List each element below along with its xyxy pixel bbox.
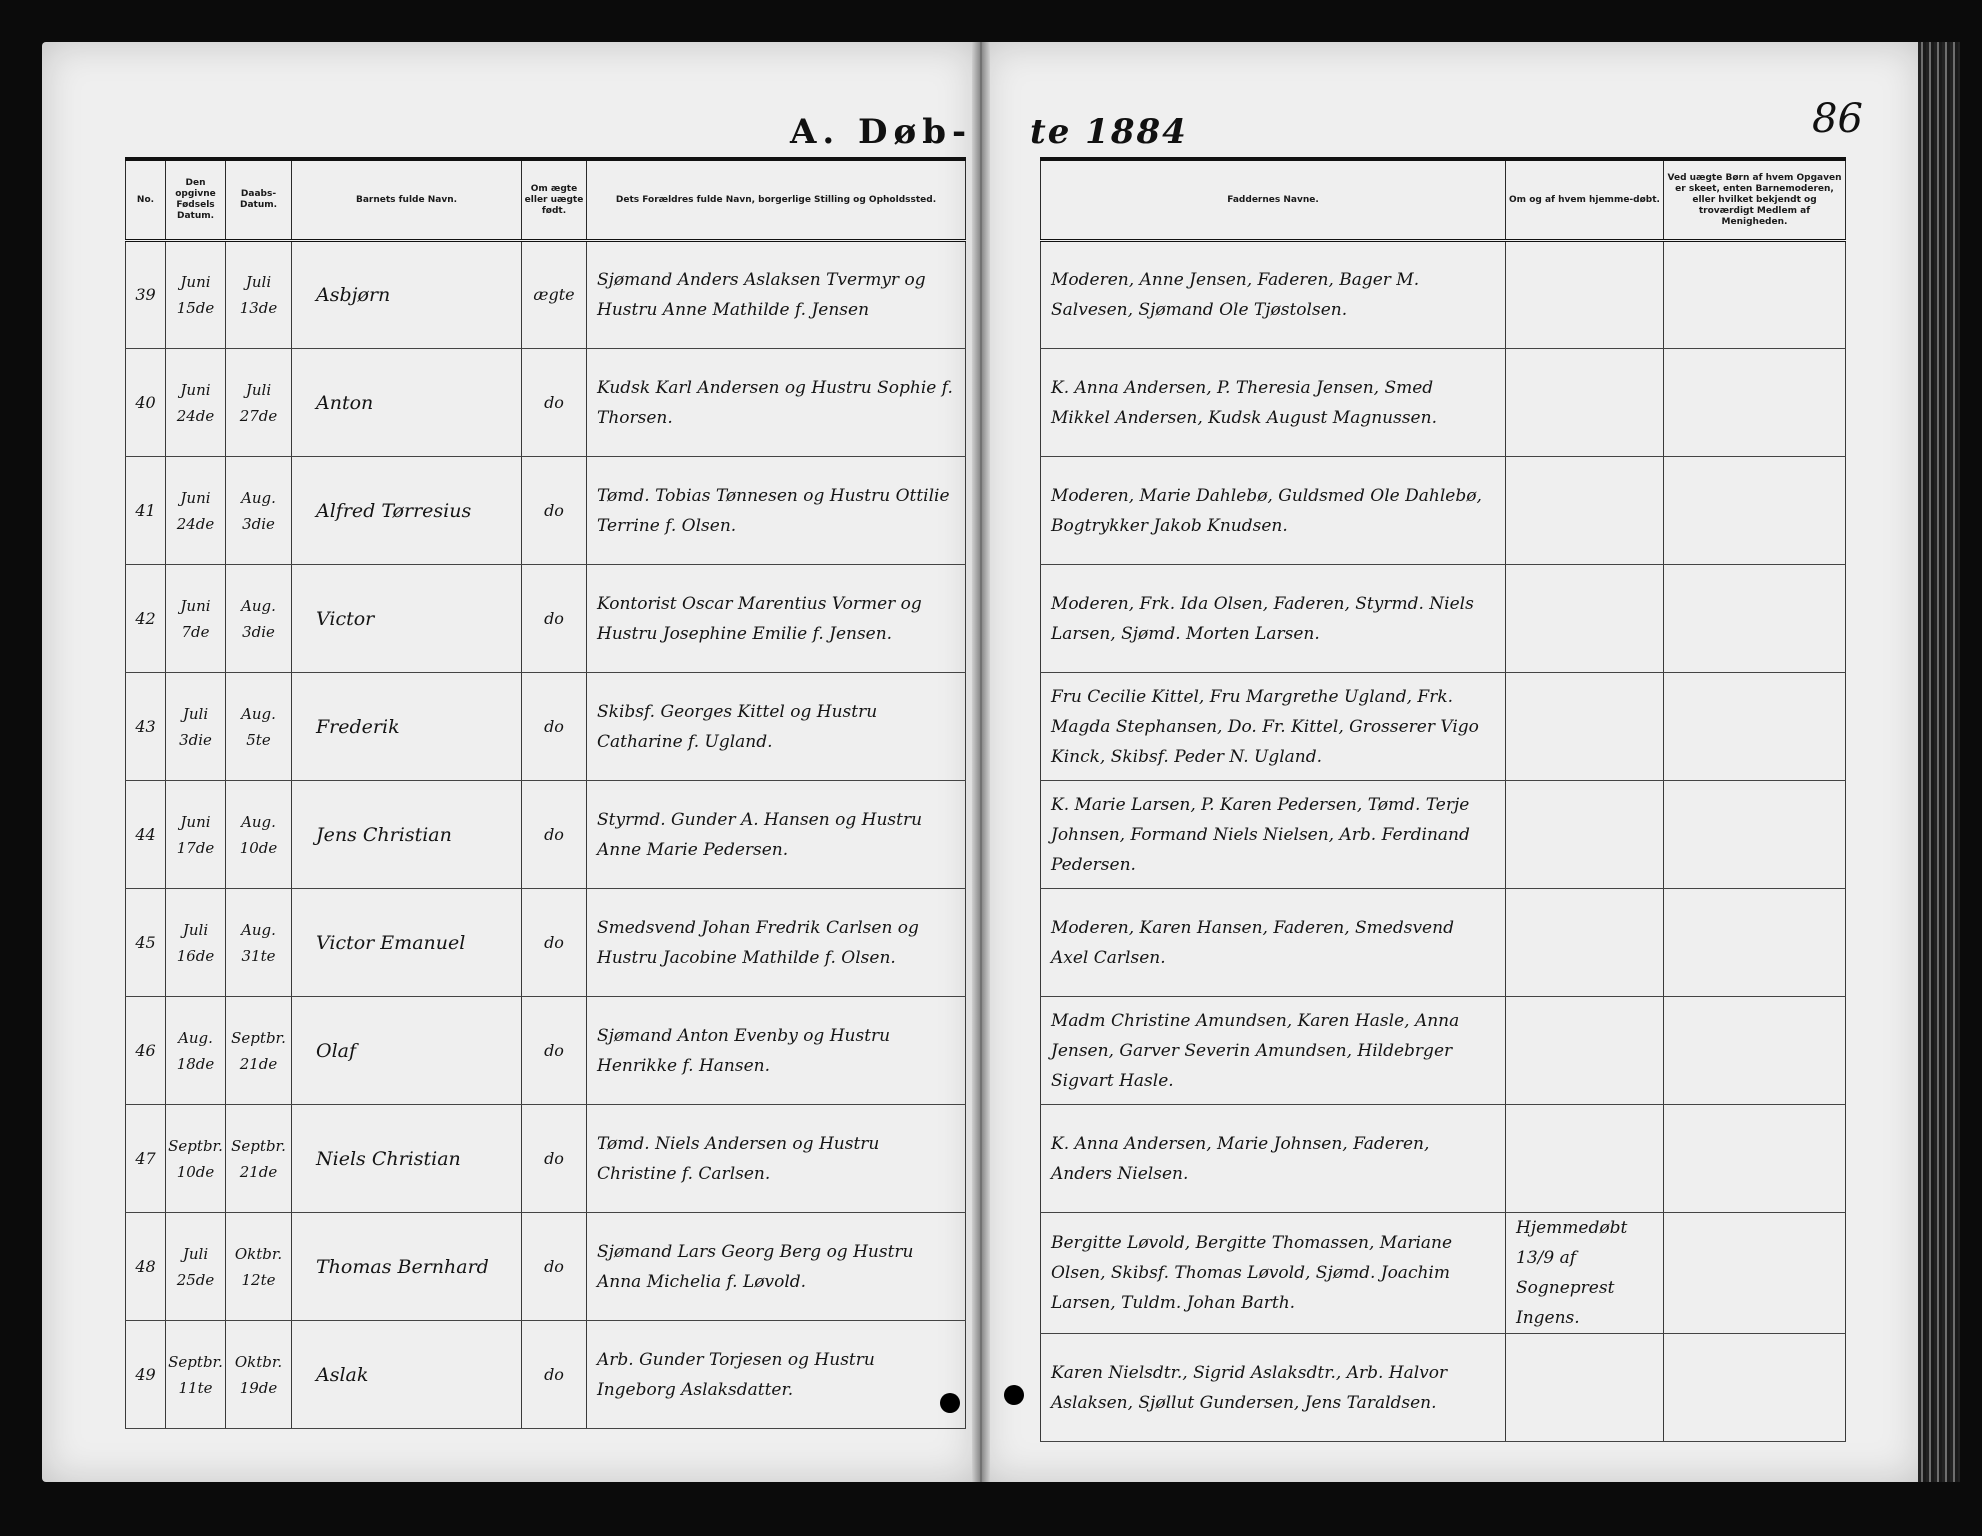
informant <box>1664 781 1846 889</box>
legitimacy: do <box>522 781 587 889</box>
sponsors: Moderen, Anne Jensen, Faderen, Bager M. Salvesen, Sjømand Ole Tjøstolsen. <box>1041 241 1506 349</box>
col-header-sponsors: Faddernes Navne. <box>1041 159 1506 241</box>
informant <box>1664 889 1846 997</box>
right-register-table <box>1040 157 1846 1442</box>
home-baptism <box>1506 349 1664 457</box>
left-table-row <box>126 1321 966 1429</box>
baptism-date: Aug. 3die <box>226 457 292 565</box>
baptism-date: Juli 27de <box>226 349 292 457</box>
home-baptism <box>1506 565 1664 673</box>
right-table-row <box>1041 241 1846 349</box>
right-table-row <box>1041 565 1846 673</box>
baptism-date: Oktbr. 12te <box>226 1213 292 1321</box>
home-baptism <box>1506 997 1664 1105</box>
right-page-title: te 1884 <box>1030 112 1188 152</box>
col-header-baptism-date: Daabs-Datum. <box>226 159 292 241</box>
baptism-date: Aug. 5te <box>226 673 292 781</box>
sponsors: Moderen, Karen Hansen, Faderen, Smedsvend Axel Carlsen. <box>1041 889 1506 997</box>
informant <box>1664 673 1846 781</box>
sponsors: Bergitte Løvold, Bergitte Thomassen, Mariane Olsen, Skibsf. Thomas Løvold, Sjømd. Joachim Larsen, Tuldm. Johan Barth. <box>1041 1213 1506 1334</box>
col-header-birth-date: Den opgivne Fødsels Datum. <box>166 159 226 241</box>
birth-date: Juni 15de <box>166 241 226 349</box>
binding-hole <box>1004 1385 1024 1405</box>
sponsors: Moderen, Frk. Ida Olsen, Faderen, Styrmd. Niels Larsen, Sjømd. Morten Larsen. <box>1041 565 1506 673</box>
legitimacy: do <box>522 997 587 1105</box>
right-table-row <box>1041 1105 1846 1213</box>
col-header-child-name: Barnets fulde Navn. <box>292 159 522 241</box>
book-gutter <box>972 42 990 1482</box>
baptism-date: Septbr. 21de <box>226 997 292 1105</box>
informant <box>1664 565 1846 673</box>
informant <box>1664 1105 1846 1213</box>
right-header-row <box>1041 159 1846 241</box>
parents: Skibsf. Georges Kittel og Hustru Catharine f. Ugland. <box>587 673 966 781</box>
baptism-date: Septbr. 21de <box>226 1105 292 1213</box>
informant <box>1664 1213 1846 1334</box>
child-name: Olaf <box>292 997 522 1105</box>
col-header-no: No. <box>126 159 166 241</box>
entry-number: 40 <box>126 349 166 457</box>
child-name: Alfred Tørresius <box>292 457 522 565</box>
col-header-legitimacy: Om ægte eller uægte født. <box>522 159 587 241</box>
parents: Smedsvend Johan Fredrik Carlsen og Hustru Jacobine Mathilde f. Olsen. <box>587 889 966 997</box>
left-table-row <box>126 1213 966 1321</box>
sponsors: Madm Christine Amundsen, Karen Hasle, Anna Jensen, Garver Severin Amundsen, Hildebrger Sigvart Hasle. <box>1041 997 1506 1105</box>
informant <box>1664 241 1846 349</box>
entry-number: 48 <box>126 1213 166 1321</box>
left-table-row <box>126 673 966 781</box>
left-table-row <box>126 997 966 1105</box>
home-baptism <box>1506 1334 1664 1442</box>
entry-number: 41 <box>126 457 166 565</box>
legitimacy: do <box>522 457 587 565</box>
baptism-date: Juli 13de <box>226 241 292 349</box>
left-header-row <box>126 159 966 241</box>
left-table-row <box>126 889 966 997</box>
informant <box>1664 997 1846 1105</box>
sponsors: K. Anna Andersen, Marie Johnsen, Faderen, Anders Nielsen. <box>1041 1105 1506 1213</box>
entry-number: 45 <box>126 889 166 997</box>
child-name: Victor <box>292 565 522 673</box>
legitimacy: do <box>522 1321 587 1429</box>
page-edges <box>1918 42 1960 1482</box>
right-table-row <box>1041 457 1846 565</box>
parents: Tømd. Tobias Tønnesen og Hustru Ottilie Terrine f. Olsen. <box>587 457 966 565</box>
child-name: Niels Christian <box>292 1105 522 1213</box>
birth-date: Juni 17de <box>166 781 226 889</box>
left-register-table <box>125 157 966 1429</box>
legitimacy: do <box>522 1105 587 1213</box>
child-name: Victor Emanuel <box>292 889 522 997</box>
right-table-row <box>1041 673 1846 781</box>
parents: Sjømand Anders Aslaksen Tvermyr og Hustru Anne Mathilde f. Jensen <box>587 241 966 349</box>
birth-date: Septbr. 10de <box>166 1105 226 1213</box>
sponsors: K. Marie Larsen, P. Karen Pedersen, Tømd. Terje Johnsen, Formand Niels Nielsen, Arb. Ferdinand Pedersen. <box>1041 781 1506 889</box>
birth-date: Septbr. 11te <box>166 1321 226 1429</box>
child-name: Anton <box>292 349 522 457</box>
legitimacy: do <box>522 1213 587 1321</box>
home-baptism: Hjemmedøbt 13/9 af Sogneprest Ingens. <box>1506 1213 1664 1334</box>
sponsors: K. Anna Andersen, P. Theresia Jensen, Smed Mikkel Andersen, Kudsk August Magnussen. <box>1041 349 1506 457</box>
left-table-row <box>126 457 966 565</box>
left-table-row <box>126 349 966 457</box>
baptism-date: Aug. 31te <box>226 889 292 997</box>
birth-date: Aug. 18de <box>166 997 226 1105</box>
home-baptism <box>1506 781 1664 889</box>
legitimacy: ægte <box>522 241 587 349</box>
baptism-date: Oktbr. 19de <box>226 1321 292 1429</box>
birth-date: Juli 16de <box>166 889 226 997</box>
legitimacy: do <box>522 673 587 781</box>
left-table-row <box>126 241 966 349</box>
col-header-parents: Dets Forældres fulde Navn, borgerlige Stilling og Opholdssted. <box>587 159 966 241</box>
right-table-row <box>1041 1213 1846 1334</box>
parents: Kontorist Oscar Marentius Vormer og Hustru Josephine Emilie f. Jensen. <box>587 565 966 673</box>
birth-date: Juni 24de <box>166 457 226 565</box>
home-baptism <box>1506 673 1664 781</box>
entry-number: 49 <box>126 1321 166 1429</box>
legitimacy: do <box>522 349 587 457</box>
entry-number: 44 <box>126 781 166 889</box>
birth-date: Juli 25de <box>166 1213 226 1321</box>
child-name: Jens Christian <box>292 781 522 889</box>
sponsors: Karen Nielsdtr., Sigrid Aslaksdtr., Arb. Halvor Aslaksen, Sjøllut Gundersen, Jens Taraldsen. <box>1041 1334 1506 1442</box>
parents: Sjømand Anton Evenby og Hustru Henrikke f. Hansen. <box>587 997 966 1105</box>
sponsors: Moderen, Marie Dahlebø, Guldsmed Ole Dahlebø, Bogtrykker Jakob Knudsen. <box>1041 457 1506 565</box>
home-baptism <box>1506 241 1664 349</box>
left-table-row <box>126 1105 966 1213</box>
baptism-date: Aug. 10de <box>226 781 292 889</box>
parents: Kudsk Karl Andersen og Hustru Sophie f. Thorsen. <box>587 349 966 457</box>
child-name: Thomas Bernhard <box>292 1213 522 1321</box>
right-table-row <box>1041 1334 1846 1442</box>
informant <box>1664 349 1846 457</box>
informant <box>1664 457 1846 565</box>
child-name: Frederik <box>292 673 522 781</box>
entry-number: 39 <box>126 241 166 349</box>
entry-number: 42 <box>126 565 166 673</box>
baptism-date: Aug. 3die <box>226 565 292 673</box>
entry-number: 46 <box>126 997 166 1105</box>
right-table-row <box>1041 889 1846 997</box>
home-baptism <box>1506 457 1664 565</box>
parents: Sjømand Lars Georg Berg og Hustru Anna Michelia f. Løvold. <box>587 1213 966 1321</box>
parents: Styrmd. Gunder A. Hansen og Hustru Anne Marie Pedersen. <box>587 781 966 889</box>
entry-number: 43 <box>126 673 166 781</box>
folio-number: 86 <box>1812 96 1863 142</box>
legitimacy: do <box>522 889 587 997</box>
parents: Tømd. Niels Andersen og Hustru Christine f. Carlsen. <box>587 1105 966 1213</box>
home-baptism <box>1506 889 1664 997</box>
right-table-row <box>1041 781 1846 889</box>
birth-date: Juli 3die <box>166 673 226 781</box>
child-name: Asbjørn <box>292 241 522 349</box>
birth-date: Juni 7de <box>166 565 226 673</box>
home-baptism <box>1506 1105 1664 1213</box>
birth-date: Juni 24de <box>166 349 226 457</box>
right-table-row <box>1041 997 1846 1105</box>
right-table-row <box>1041 349 1846 457</box>
col-header-informant: Ved uægte Børn af hvem Opgaven er skeet, enten Barnemoderen, eller hvilket bekjendt og troværdigt Medlem af Menigheden. <box>1664 159 1846 241</box>
entry-number: 47 <box>126 1105 166 1213</box>
child-name: Aslak <box>292 1321 522 1429</box>
col-header-home-baptism: Om og af hvem hjemme-døbt. <box>1506 159 1664 241</box>
left-page-title: A. Døb- <box>790 112 973 152</box>
informant <box>1664 1334 1846 1442</box>
binding-hole <box>940 1393 960 1413</box>
parents: Arb. Gunder Torjesen og Hustru Ingeborg Aslaksdatter. <box>587 1321 966 1429</box>
left-table-row <box>126 565 966 673</box>
sponsors: Fru Cecilie Kittel, Fru Margrethe Ugland, Frk. Magda Stephansen, Do. Fr. Kittel, Grosserer Vigo Kinck, Skibsf. Peder N. Ugland. <box>1041 673 1506 781</box>
left-table-row <box>126 781 966 889</box>
legitimacy: do <box>522 565 587 673</box>
